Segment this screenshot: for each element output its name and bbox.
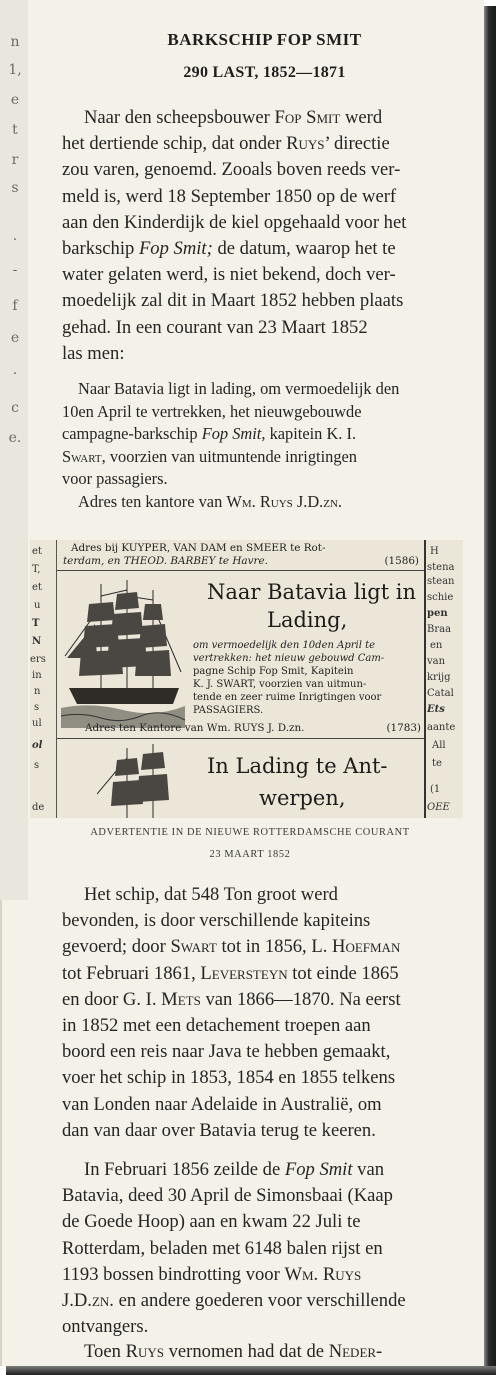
strip-text: s [34, 702, 40, 713]
strip-text: n [34, 686, 41, 697]
chapter-title: BARKSCHIP FOP SMIT [167, 30, 362, 49]
text-line: dan van daar over Batavia terug te keeren. [62, 1119, 376, 1141]
page-shadow-bottom [6, 1366, 496, 1375]
figure-caption: ADVERTENTIE IN DE NIEUWE ROTTERDAMSCHE COURANT [90, 827, 410, 838]
ad-body-line: PASSAGIERS. [193, 705, 264, 716]
text-line: gevoerd; door Swart tot in 1856, L. Hoefman [62, 936, 401, 958]
paragraph-captains [62, 882, 467, 1144]
margin-char: t [12, 122, 18, 138]
ad-headline: Lading, [267, 608, 348, 632]
strip-text: van [427, 656, 446, 667]
text-line: moedelijk zal dit in Maart 1852 hebben plaats [62, 290, 404, 312]
ad-number: (1586) [384, 555, 419, 567]
text-line: gehad. In een courant van 23 Maart 1852 [62, 316, 368, 338]
text-line: Naar den scheepsbouwer Fop Smit werd [84, 107, 383, 128]
strip-text: in [32, 670, 42, 681]
ad-body-line: K. J. SWART, voorzien van uitmun- [193, 679, 367, 690]
text-line: Het schip, dat 548 Ton groot werd [84, 884, 338, 905]
ad-right-column-strip [424, 540, 463, 818]
strip-text: s [34, 760, 40, 771]
margin-char: e. [8, 430, 22, 446]
ad-top-line: Adres bij KUYPER, VAN DAM en SMEER te Rot- [71, 542, 326, 554]
strip-text: Ets [427, 704, 445, 715]
quote-line: Adres ten kantore van Wm. Ruys J.D.zn. [78, 491, 343, 511]
ad-number: (1783) [386, 722, 421, 734]
ad-main-column [57, 540, 425, 818]
chapter-subtitle: 290 LAST, 1852—1871 [183, 64, 346, 81]
text-line: en door G. I. Mets van 1866—1870. Na eerst [62, 988, 401, 1010]
strip-text: N [32, 636, 42, 647]
newspaper-quote [62, 378, 467, 513]
ad-body-line: om vermoedelijk den 10den April te [193, 640, 376, 651]
strip-text: krijg [427, 672, 451, 683]
strip-text: schie [427, 592, 454, 603]
text-line: tot Februari 1861, Leversteyn tot einde 1865 [62, 962, 399, 984]
strip-text: et [32, 582, 42, 593]
margin-char: 1, [8, 62, 22, 78]
strip-text: ul [32, 718, 42, 729]
paragraph-continued [62, 1339, 467, 1365]
text-line: boord een reis naar Java te hebben gemaakt, [62, 1041, 391, 1063]
margin-char: f [12, 298, 18, 314]
text-line: water gelaten werd, is niet bekend, doch ver- [62, 264, 396, 286]
text-line: de Goede Hoop) aan en kwam 22 Juli te [62, 1211, 361, 1233]
strip-text: stena [427, 562, 455, 573]
strip-text: pen [427, 608, 448, 619]
text-line: ontvangers. [62, 1316, 149, 1338]
text-line: In Februari 1856 zeilde de Fop Smit van [84, 1159, 385, 1180]
strip-text: OEE [427, 802, 450, 813]
text-line: 1193 bossen bindrotting voor Wm. Ruys [62, 1263, 362, 1285]
strip-text: Catal [427, 688, 454, 699]
page-shadow-right [484, 6, 496, 1375]
text-line: las men: [62, 342, 125, 364]
margin-char: e [10, 92, 20, 108]
margin-char: e [10, 330, 20, 346]
quote-line: voor passagiers. [62, 469, 168, 488]
margin-char: n [10, 34, 20, 50]
strip-text: de [32, 802, 45, 813]
strip-text: te [432, 758, 442, 769]
figure-caption-date: 23 MAART 1852 [209, 849, 291, 860]
text-line: bevonden, is door verschillende kapiteins [62, 910, 371, 932]
ad-headline: Naar Batavia ligt in [207, 580, 417, 604]
paragraph-intro [62, 105, 467, 367]
quote-line: Naar Batavia ligt in lading, om vermoedelijk den [78, 379, 400, 398]
text-line: Batavia, deed 30 April de Simonsbaai (Kaap [62, 1185, 393, 1207]
strip-text: T, [32, 564, 41, 575]
strip-text: ol [32, 740, 43, 751]
text-line: van Londen naar Adelaide in Australië, om [62, 1093, 382, 1115]
text-line: Toen Ruys vernomen had dat de Neder- [84, 1341, 383, 1362]
text-line: aan den Kinderdijk de kiel opgehaald voor het [62, 211, 407, 233]
margin-char: - [12, 262, 18, 278]
text-line: barkschip Fop Smit; de datum, waarop het te [62, 238, 396, 260]
quote-line: 10en April te vertrekken, het nieuwgebouwde [62, 401, 362, 421]
ad-headline: werpen, [259, 786, 346, 810]
ship-illustration [61, 576, 185, 728]
strip-text: u [34, 600, 41, 611]
strip-text: (1 [430, 784, 441, 795]
margin-char: s [11, 180, 19, 196]
strip-text: stean [427, 576, 455, 587]
quote-line: Swart, voorzien van uitmuntende inrigtingen [62, 446, 357, 466]
newspaper-advertisement [30, 540, 463, 818]
paragraph-voyage [62, 1157, 467, 1340]
strip-text: T [32, 618, 40, 629]
strip-text: All [432, 740, 446, 751]
strip-text: en [430, 640, 443, 651]
text-line: in 1852 met een detachement troepen aan [62, 1015, 371, 1037]
ad-body-line: vertrekken: het nieuw gebouwd Cam- [193, 653, 385, 664]
ship-illustration-small [97, 744, 187, 818]
ad-divider [57, 738, 425, 739]
ad-body-line: tende en zeer ruime Inrigtingen voor [193, 692, 382, 703]
margin-char: c [11, 400, 19, 416]
text-line: voer het schip in 1853, 1854 en 1855 telkens [62, 1067, 396, 1089]
strip-text: aante [427, 722, 456, 733]
ad-top-line: terdam, en THEOD. BARBEY te Havre. [63, 555, 268, 567]
ad-address: Adres ten Kantore van Wm. RUYS J. D.zn. [85, 722, 305, 734]
text-line: meld is, werd 18 September 1850 op de werf [62, 185, 397, 207]
margin-char: r [11, 152, 19, 168]
ad-headline: In Lading te Ant- [207, 754, 388, 778]
ad-left-column-strip [30, 540, 57, 818]
text-line: zou varen, genoemd. Zooals boven reeds ver- [62, 159, 401, 181]
text-line: het dertiende schip, dat onder Ruys’ directie [62, 133, 390, 155]
strip-text: et [32, 546, 42, 557]
ad-divider [57, 570, 425, 571]
left-margin-strip [0, 0, 28, 900]
text-line: Rotterdam, beladen met 6148 balen rijst en [62, 1237, 383, 1259]
margin-char: · [12, 232, 18, 248]
ad-body-line: pagne Schip Fop Smit, Kapitein [193, 666, 354, 677]
quote-line: campagne-barkschip Fop Smit, kapitein K. I. [62, 424, 357, 443]
strip-text: H [430, 546, 439, 557]
margin-char: · [12, 366, 18, 382]
strip-text: Braa [427, 624, 452, 635]
strip-text: ers [30, 654, 46, 665]
text-line: J.D.zn. en andere goederen voor verschillende [62, 1290, 406, 1312]
